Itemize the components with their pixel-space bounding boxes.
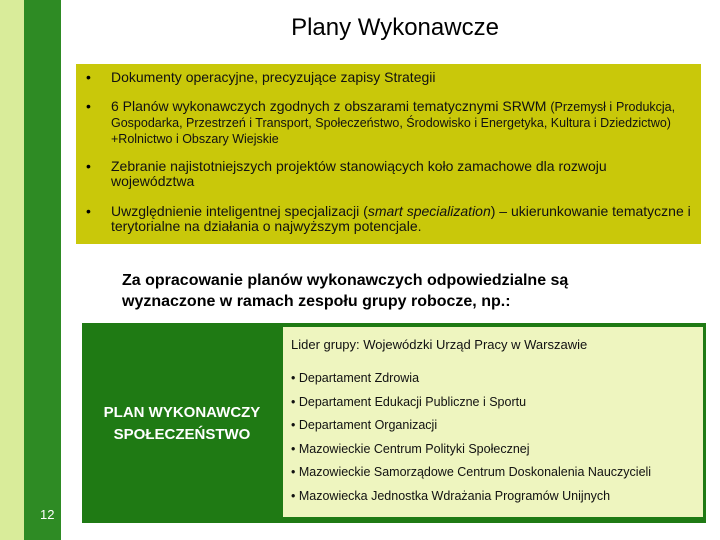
bullet-item-2-main: 6 Planów wykonawczych zgodnych z obszarami tematycznymi SRWM bbox=[111, 98, 547, 114]
bullet-item-1: Dokumenty operacyjne, precyzujące zapisy Strategii bbox=[111, 69, 436, 85]
list-item: • Departament Organizacji bbox=[291, 418, 438, 432]
left-accent-bar-light bbox=[0, 0, 24, 540]
slide-title: Plany Wykonawcze bbox=[291, 14, 499, 41]
bullet-marker: • bbox=[86, 203, 91, 219]
bullet-item-4-italic: smart specialization bbox=[367, 203, 491, 219]
department-list-box bbox=[283, 327, 703, 517]
plan-label-line1: PLAN WYKONAWCZY bbox=[103, 404, 261, 421]
page-number: 12 bbox=[40, 507, 55, 522]
bullet-box bbox=[76, 64, 701, 244]
bullet-item-3: Zebranie najistotniejszych projektów stanowiących koło zamachowe dla rozwoju województwa bbox=[111, 158, 607, 189]
bullet-item-2-detail-b: Produkcja, Gospodarka, Przestrzeń i Transport, Społeczeństwo, Środowisko i Energetyka, Kultura i Dziedzictwo) +Rolnictwo i Obszary Wiejskie bbox=[111, 100, 676, 146]
group-leader: Lider grupy: Wojewódzki Urząd Pracy w Warszawie bbox=[291, 337, 588, 352]
plan-label bbox=[84, 402, 280, 446]
bullet-item-4 bbox=[111, 204, 691, 234]
bullet-marker: • bbox=[86, 98, 91, 114]
list-item: • Departament Edukacji Publiczne i Sportu bbox=[291, 395, 527, 409]
list-item: • Mazowieckie Samorządowe Centrum Doskonalenia Nauczycieli bbox=[291, 465, 652, 479]
left-accent-bar-dark bbox=[24, 0, 61, 540]
plan-label-line2: SPOŁECZEŃSTWO bbox=[113, 426, 251, 443]
bullet-marker: • bbox=[86, 69, 91, 85]
list-item: • Departament Zdrowia bbox=[291, 371, 420, 385]
bullet-item-4-pre: Uwzględnienie inteligentnej specjalizacji ( bbox=[111, 203, 368, 219]
list-item: • Mazowiecka Jednostka Wdrażania Programów Unijnych bbox=[291, 489, 611, 503]
bullet-item-2-detail-a: (Przemysł i bbox=[550, 100, 613, 114]
responsibility-note: Za opracowanie planów wykonawczych odpowiedzialne są wyznaczone w ramach zespołu grupy robocze, np.: bbox=[122, 272, 569, 310]
bullet-item-4-post: ) – ukierunkowanie tematyczne i terytorialne na działania o najwyższym potencjale. bbox=[111, 203, 691, 234]
list-item: • Mazowieckie Centrum Polityki Społecznej bbox=[291, 442, 530, 456]
bullet-item-2 bbox=[111, 99, 691, 147]
bullet-marker: • bbox=[86, 158, 91, 174]
